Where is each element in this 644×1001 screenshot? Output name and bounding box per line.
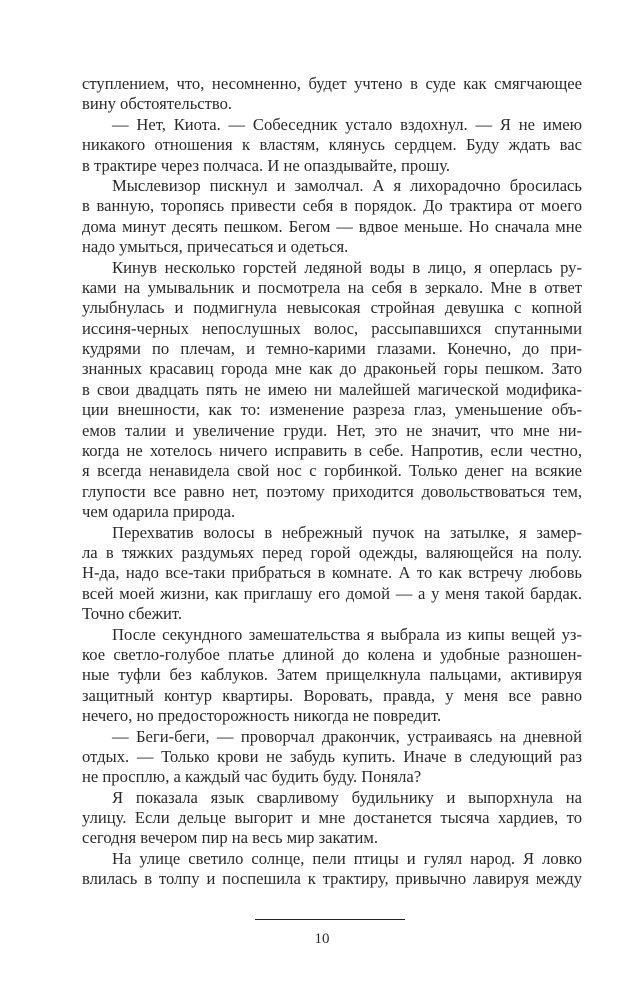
text-line: Кинув несколько горстей ледяной воды в лицо, я оперлась ру-	[112, 257, 582, 277]
text-line: ступлением, что, несомненно, будет учтено в суде как смягчающее	[82, 74, 582, 93]
paragraph	[82, 176, 582, 258]
text-line: когда не хотелось ничего исправить в себе. Напротив, если честно,	[82, 441, 582, 461]
text-line: дома минут десять пешком. Бегом — вдвое меньше. Но сначала мне	[82, 216, 582, 236]
text-line: ные туфли без каблуков. Затем прищелкнула пальцами, активируя	[82, 665, 582, 685]
text-line: Я показала язык сварливому будильнику и выпорхнула на	[112, 787, 582, 807]
text-line: глупости все равно нет, поэтому приходится довольствоваться тем,	[82, 481, 582, 501]
text-line: чем одарила природа.	[82, 502, 236, 522]
text-line: кудрями по плечам, и темно-карими глазами. Конечно, до при-	[82, 339, 582, 359]
text-line: ции внешности, как то: изменение разреза глаз, уменьшение объ-	[82, 400, 582, 420]
text-line: надо умыться, причесаться и одеться.	[82, 237, 349, 257]
text-line: в свои двадцать пять не имею ни малейшей магической модифика-	[82, 379, 582, 399]
text-line: ками на умывальник и посмотрела на себя в зеркало. Мне в ответ	[82, 277, 582, 297]
text-line: — Беги-беги, — проворчал дракончик, устраиваясь на дневной	[112, 726, 582, 746]
page-number: 10	[314, 931, 330, 947]
footer-rule	[255, 919, 405, 920]
paragraph	[82, 523, 582, 625]
text-line: Мыслевизор пискнул и замолчал. А я лихорадочно бросилась	[112, 175, 582, 195]
text-line: отдых. — Только крови не забудь купить. Иначе в следующий раз	[82, 746, 582, 766]
paragraph	[82, 727, 582, 788]
paragraph	[82, 625, 582, 727]
text-line: всей моей жизни, как приглашу его домой — а у меня такой бардак.	[82, 583, 582, 603]
text-line: защитный контур квартиры. Воровать, правда, у меня все равно	[82, 685, 582, 705]
text-line: никакого отношения к властям, клянусь сердцем. Буду ждать вас	[82, 135, 582, 155]
text-line: иссиня-черных непослушных волос, рассыпавшихся спутанными	[82, 318, 582, 338]
paragraph	[82, 849, 582, 890]
text-line: нечего, но предосторожность никогда не повредит.	[82, 706, 442, 726]
text-line: знанных красавиц города мне как до драконьей горы пешком. Зато	[82, 359, 582, 379]
text-line: кое светло-голубое платье длиной до колена и удобные разношен-	[82, 644, 582, 664]
text-line: Н-да, надо все-таки прибраться в комнате. А то как встречу любовь	[82, 563, 582, 583]
page-body-text	[82, 74, 582, 890]
paragraph	[82, 115, 582, 176]
text-line: — Нет, Киота. — Собеседник устало вздохнул. — Я не имею	[112, 114, 582, 134]
text-line: На улице светило солнце, пели птицы и гулял народ. Я ловко	[112, 848, 582, 868]
text-line: я всегда ненавидела свой нос с горбинкой. Только денег на всякие	[82, 461, 582, 481]
text-line: в ванную, торопясь привести себя в порядок. До трактира от моего	[82, 196, 582, 216]
text-line: ла в тяжких раздумьях перед горой одежды, валяющейся на полу.	[82, 542, 582, 562]
text-line: улицу. Если дельце выгорит и мне достанется тысяча хардиев, то	[82, 808, 582, 828]
text-line: в трактире через полчаса. И не опаздывайте, прошу.	[82, 155, 451, 175]
text-line: Точно сбежит.	[82, 604, 183, 624]
paragraph	[82, 74, 582, 115]
text-line: вину обстоятельство.	[82, 94, 233, 114]
text-line: После секундного замешательства я выбрала из кипы вещей уз-	[112, 624, 582, 644]
text-line: сегодня вечером пир на весь мир закатим.	[82, 828, 379, 848]
text-line: Перехватив волосы в небрежный пучок на затылке, я замер-	[112, 522, 582, 542]
paragraph	[82, 258, 582, 523]
paragraph	[82, 788, 582, 849]
text-line: не просплю, а каждый час будить буду. Поняла?	[82, 767, 422, 787]
text-line: улыбнулась и подмигнула невысокая стройная девушка с копной	[82, 298, 582, 318]
text-line: емов талии и увеличение груди. Нет, это не значит, что мне ни-	[82, 420, 582, 440]
text-line: влилась в толпу и поспешила к трактиру, привычно лавируя между	[82, 869, 582, 889]
